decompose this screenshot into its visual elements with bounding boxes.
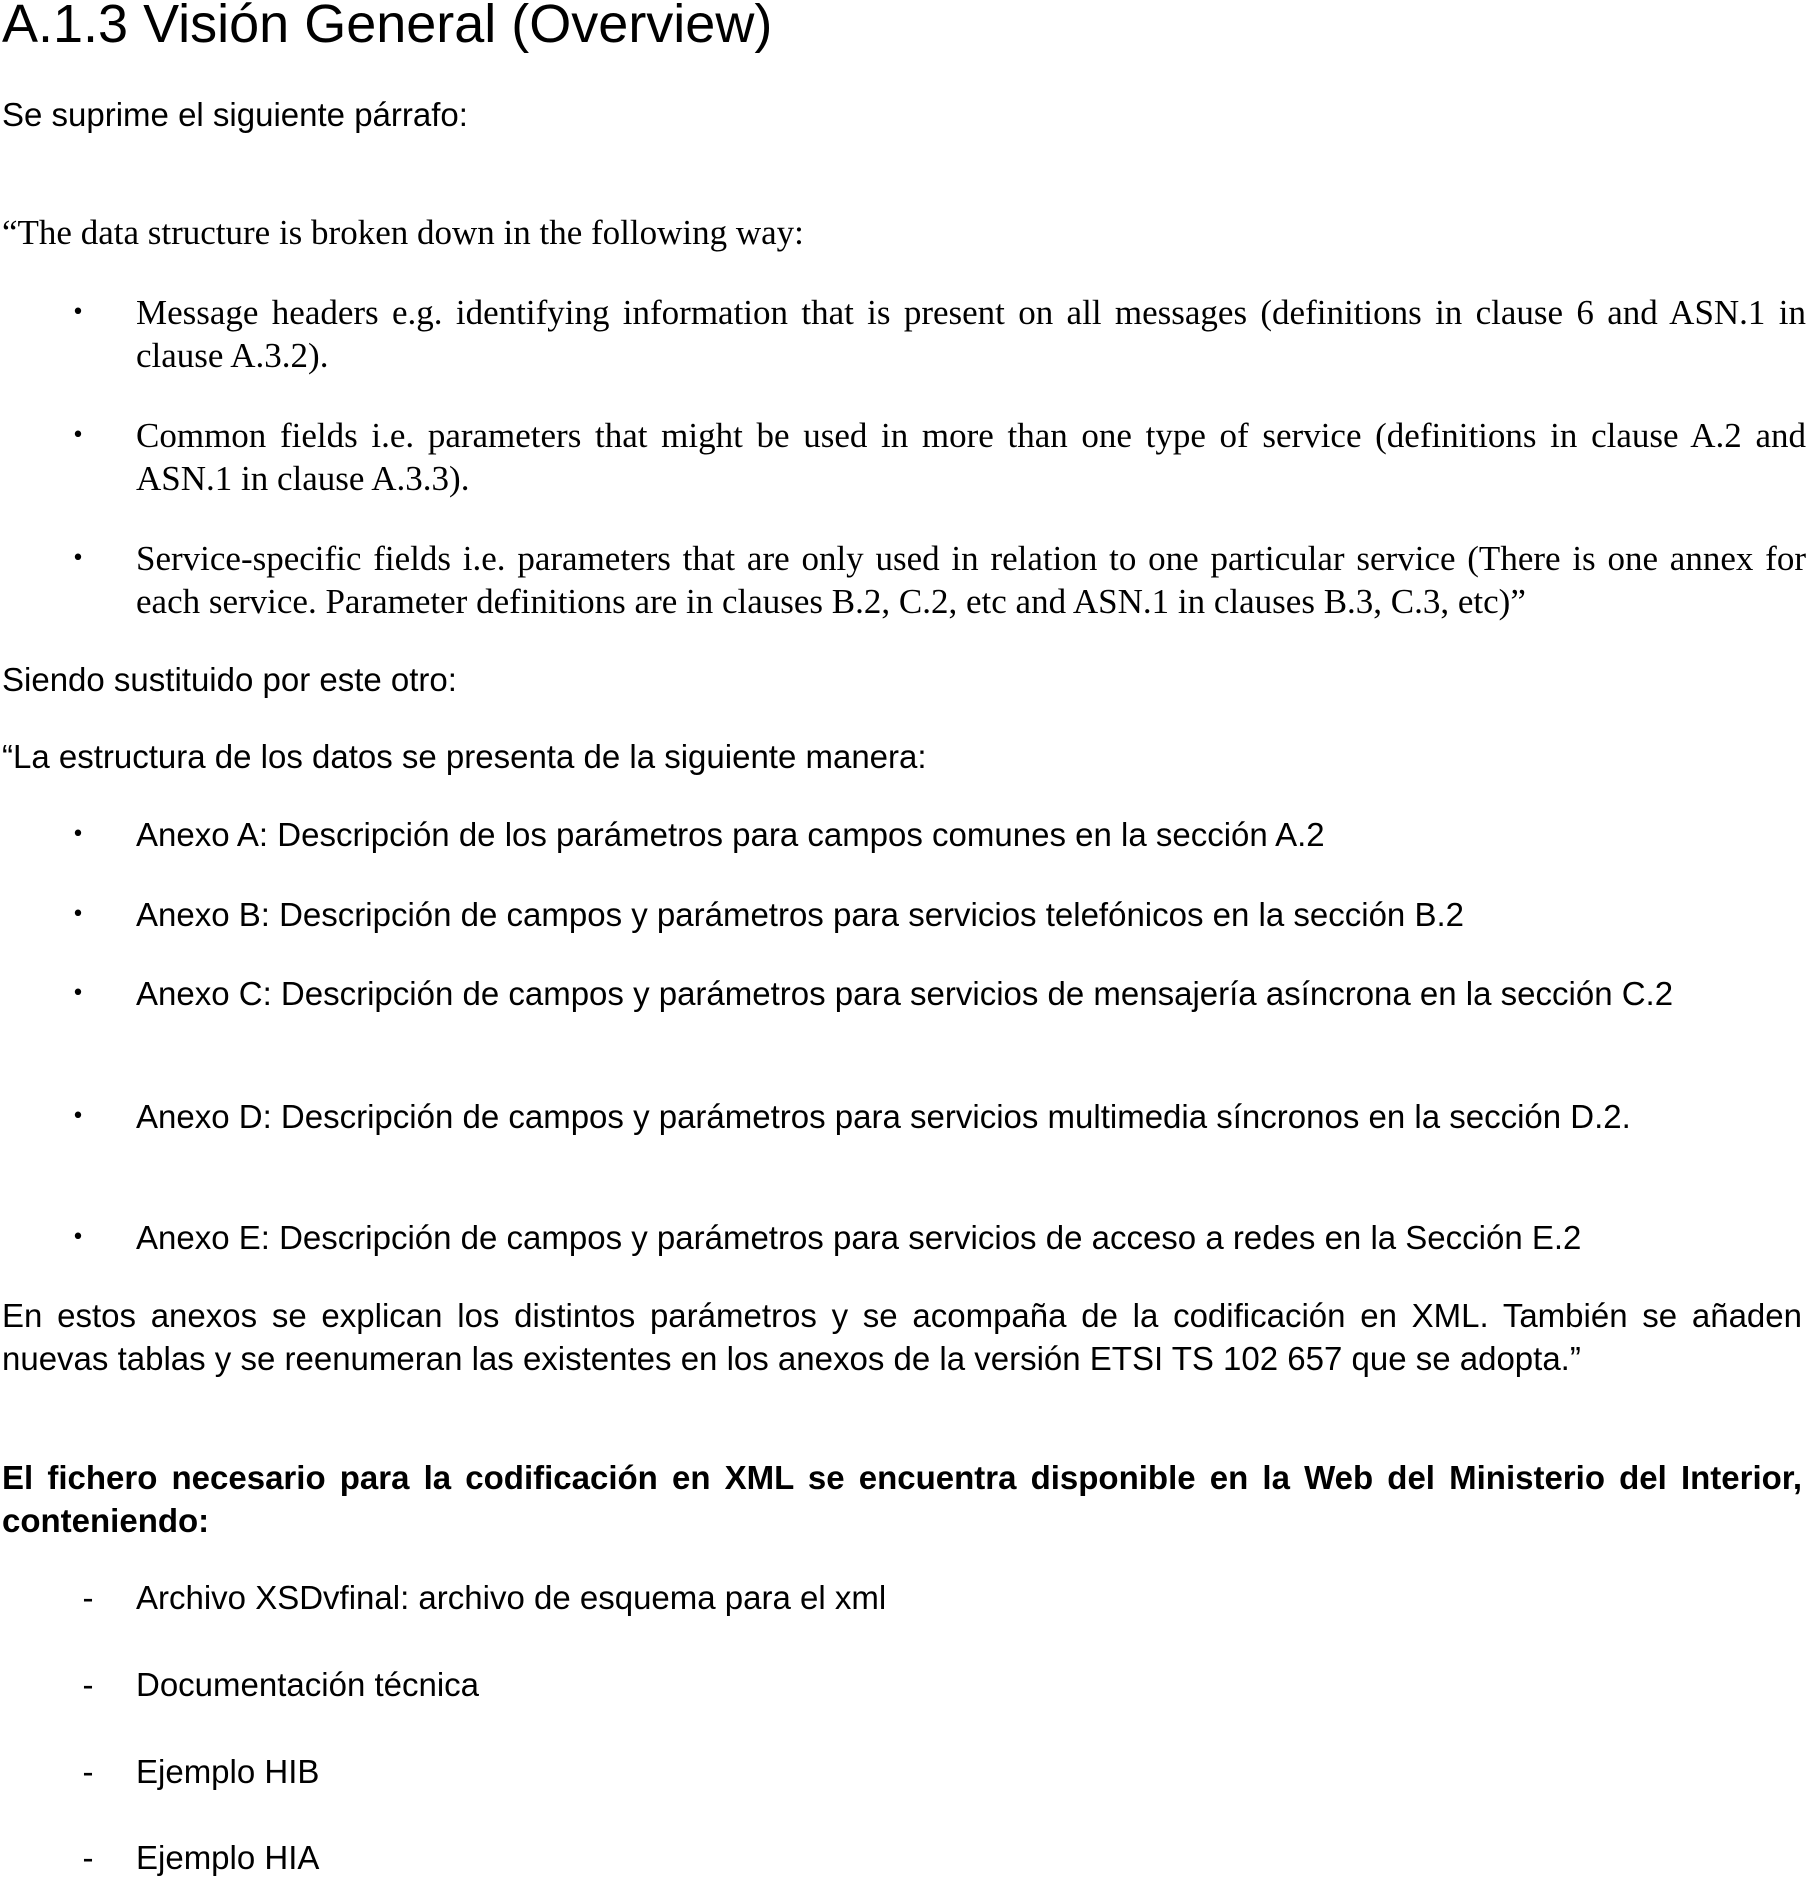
dash-marker: - xyxy=(82,1839,94,1876)
annex-bullet-text: Anexo C: Descripción de campos y parámetros para servicios de mensajería asíncrona en la sección C.2 xyxy=(136,975,1674,1012)
quoted-spanish-intro: “La estructura de los datos se presenta de la siguiente manera: xyxy=(2,738,927,775)
file-list-text: Documentación técnica xyxy=(136,1666,480,1703)
file-list-text: Ejemplo HIB xyxy=(136,1753,320,1790)
bullet-marker: • xyxy=(71,822,85,847)
dash-marker: - xyxy=(82,1579,94,1616)
xml-file-paragraph: El fichero necesario para la codificación en XML se encuentra disponible en la Web del Ministerio del Interior, conteniendo: xyxy=(2,1459,1802,1539)
bullet-marker: • xyxy=(71,981,85,1006)
bullet-marker: • xyxy=(71,1104,85,1129)
annex-bullet-text: Anexo B: Descripción de campos y parámetros para servicios telefónicos en la sección B.2 xyxy=(136,896,1464,933)
dash-marker: - xyxy=(82,1666,94,1703)
replacement-intro: Siendo sustituido por este otro: xyxy=(2,661,457,698)
bullet-marker: • xyxy=(71,902,85,927)
english-bullet-text: Service-specific fields i.e. parameters that are only used in relation to one particular service (There is one annex for each service. Parameter definitions are in clauses B.2, C.2, etc and ASN.1 in clauses B.3, C.3, etc)” xyxy=(136,539,1806,621)
dash-marker: - xyxy=(82,1753,94,1790)
bullet-marker: • xyxy=(71,546,85,571)
english-bullet-text: Common fields i.e. parameters that might be used in more than one type of service (definitions in clause A.2 and ASN.1 in clause A.3.3). xyxy=(136,416,1806,498)
annex-bullet-text: Anexo D: Descripción de campos y parámetros para servicios multimedia síncronos en la sección D.2. xyxy=(136,1098,1631,1135)
intro-paragraph: Se suprime el siguiente párrafo: xyxy=(2,96,468,133)
annex-bullet-text: Anexo A: Descripción de los parámetros para campos comunes en la sección A.2 xyxy=(136,816,1325,853)
english-bullet-text: Message headers e.g. identifying information that is present on all messages (definitions in clause 6 and ASN.1 in clause A.3.2). xyxy=(136,293,1806,375)
section-heading: A.1.3 Visión General (Overview) xyxy=(2,0,773,54)
bullet-marker: • xyxy=(71,423,85,448)
annex-bullet-text: Anexo E: Descripción de campos y parámetros para servicios de acceso a redes en la Sección E.2 xyxy=(136,1219,1582,1256)
file-list-text: Archivo XSDvfinal: archivo de esquema para el xml xyxy=(136,1579,887,1616)
bullet-marker: • xyxy=(71,300,85,325)
annex-explanation-paragraph: En estos anexos se explican los distintos parámetros y se acompaña de la codificación en XML. También se añaden nuevas tablas y se reenumeran las existentes en los anexos de la versión ETSI TS 102 657 que se adopta.” xyxy=(2,1297,1802,1377)
bullet-marker: • xyxy=(71,1225,85,1250)
quoted-english-intro: “The data structure is broken down in the following way: xyxy=(2,213,804,252)
file-list-text: Ejemplo HIA xyxy=(136,1839,320,1876)
